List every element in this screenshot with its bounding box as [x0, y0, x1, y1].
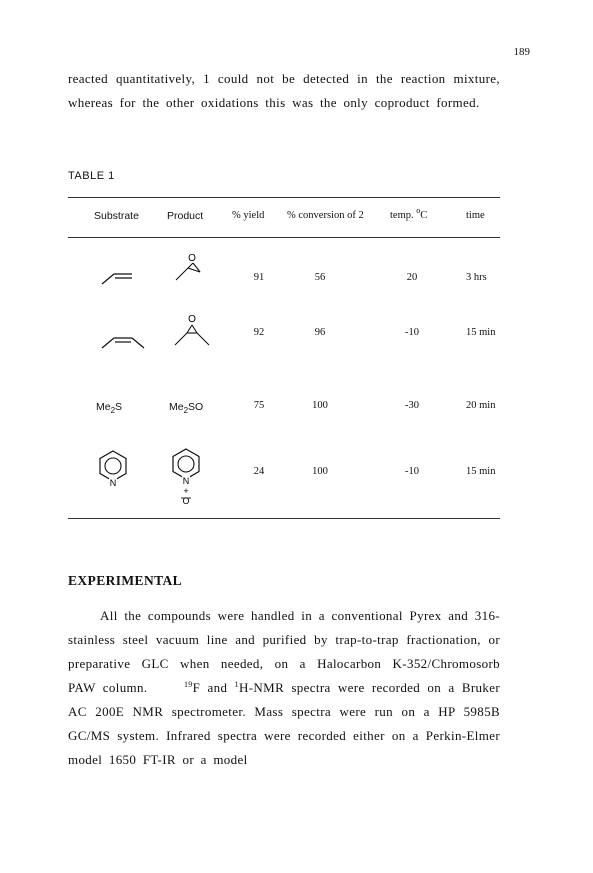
header-temp-degree: o — [416, 206, 421, 215]
row1-yield: 91 — [253, 272, 265, 283]
h1-superscript: 1 — [234, 680, 239, 689]
experimental-paragraph — [68, 604, 500, 772]
row2-yield: 92 — [253, 327, 265, 338]
row3-temp: -30 — [405, 400, 419, 411]
page-number: 189 — [513, 46, 530, 58]
pyridine-n-oxide-structure-icon — [169, 446, 203, 508]
row4-yield: 24 — [253, 466, 265, 477]
table-top-rule — [68, 197, 500, 198]
header-yield: % yield — [232, 210, 265, 221]
row3-product — [169, 401, 203, 413]
pyridine-structure-icon — [96, 448, 130, 488]
table-bottom-rule — [68, 518, 500, 519]
row4-temp: -10 — [405, 466, 419, 477]
row3-substrate-s: S — [115, 401, 123, 413]
row3-conversion: 100 — [312, 400, 328, 411]
row3-product-sub: 2 — [183, 406, 189, 415]
epoxide-oxygen-label: O — [188, 253, 196, 264]
table-label: TABLE 1 — [68, 170, 115, 182]
row3-substrate-sub: 2 — [110, 406, 116, 415]
f19-superscript: 19 — [183, 680, 193, 689]
n-oxide-nitrogen-label: N — [182, 476, 190, 486]
header-temp-unit: C — [420, 210, 428, 221]
header-conversion: % conversion of 2 — [287, 210, 364, 221]
row1-temp: 20 — [406, 272, 418, 283]
row2-conversion: 96 — [314, 327, 326, 338]
header-time: time — [466, 210, 485, 221]
intro-paragraph: reacted quantitatively, 1 could not be detected in the reaction mixture, whereas for the other oxidations this was the only coproduct formed. — [68, 71, 500, 110]
row1-conversion: 56 — [314, 272, 326, 283]
pyridine-nitrogen-label: N — [109, 478, 117, 488]
row3-time: 20 min — [466, 400, 496, 411]
propylene-oxide-structure-icon — [170, 250, 210, 292]
table-header-rule — [68, 237, 500, 238]
section-heading: EXPERIMENTAL — [68, 573, 183, 588]
row2-temp: -10 — [405, 327, 419, 338]
n-oxide-plus-label: + — [183, 486, 189, 496]
row3-substrate — [96, 401, 122, 413]
row3-product-so: SO — [188, 401, 204, 413]
row2-time: 15 min — [466, 327, 496, 338]
row3-yield: 75 — [253, 400, 265, 411]
2-butene-structure-icon — [96, 328, 148, 356]
row4-conversion: 100 — [312, 466, 328, 477]
epoxide-oxygen-label: O — [188, 314, 196, 325]
header-product: Product — [167, 210, 204, 222]
experimental-sentence: All the compounds were handled in a conventional Pyrex and 316-stainless steel vacuum line and purified by trap-to-trap fractionation, or preparative GLC when needed, on a Halocarbon K-352/Chromosorb PAW column. — [68, 608, 500, 695]
row3-product-me: Me — [169, 401, 184, 413]
row3-substrate-me: Me — [96, 401, 111, 413]
row4-time: 15 min — [466, 466, 496, 477]
n-oxide-oxygen-label: O — [182, 496, 190, 506]
f-nmr-text: F and — [192, 680, 228, 695]
2-butene-oxide-structure-icon — [167, 311, 217, 353]
propene-structure-icon — [96, 262, 136, 292]
h-nmr-text: H-NMR spectra were recorded on a Bruker AC 200E NMR spectrometer. Mass spectra were run on a HP 5985B GC/MS system. Infrared spectra were recorded either on a Perkin-Elmer model 1650 FT-IR or a model — [68, 680, 501, 767]
header-temp-label: temp. — [390, 210, 414, 221]
header-temp — [390, 206, 428, 221]
row1-time: 3 hrs — [466, 272, 487, 283]
header-substrate: Substrate — [94, 210, 139, 222]
